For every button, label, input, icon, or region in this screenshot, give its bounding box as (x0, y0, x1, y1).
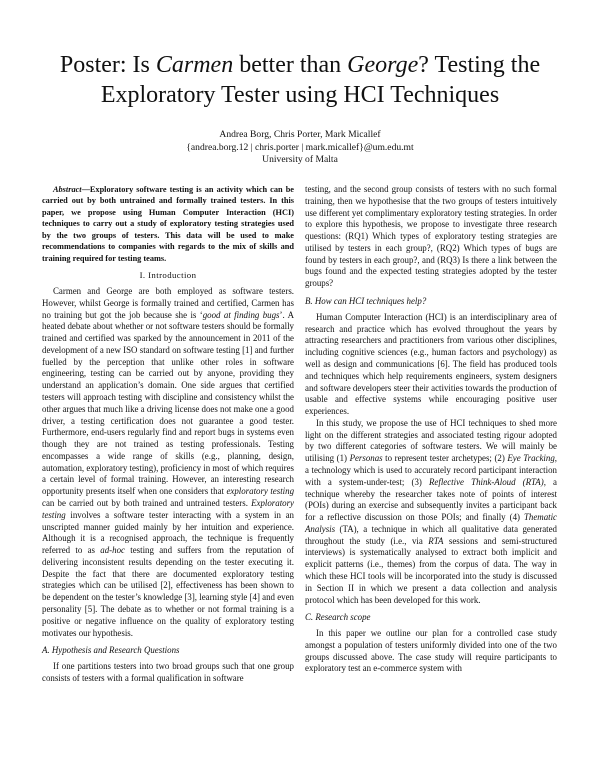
scope-paragraph: In this paper we outline our plan for a controlled case study amongst a population of testers uniformly divided into one of the two groups discussed above. The case study will require participants to exploratory test an e-commerce system with (305, 628, 557, 674)
intro-em-3: Exploratory testing (42, 498, 294, 520)
author-names: Andrea Borg, Chris Porter, Mark Micallef (219, 129, 381, 140)
hypothesis-continuation: testing, and the second group consists of testers with no such formal training, then we hypothesise that the two groups of testers intuitively use different yet complimentary exploratory testing strategies. In order to explore this hypothesis, we propose to investigate three research questions: (RQ1) Which types of exploratory testing strategies are utilised by testers in each group?, (RQ2) Which types of bugs are found by testers in each group?, and (RQ3) Is there a link between the bugs found and the expected testing strategies adopted by the tester groups? (305, 184, 557, 289)
intro-text-2: ’. A heated debate about whether or not software testers should be formally trained and certified was sparked by the announcement in 2011 of the development of a new ISO standard on software testing [1] and further fuelled by the perception that unlike other roles in software engineering, testing can be carried out by anyone, providing they understand an application’s domain. One side argues that certified testers will approach testing with discipline and consistency whilst the other argues that much like a driving license does not make one a good driver, a testing certification does not guarantee a good tester. Furthermore, end-users regularly find and report bugs in systems even though they are not trained as testing professionals. Testing encompasses a wide range of skills (e.g., planning, design, automation, exploratory testing), proficiency in most of which requires a certain level of formal training. However, an interesting research opportunity presents itself when one considers that (42, 309, 294, 497)
intro-text-4: involves a software tester interacting with a system in an unscripted manner guided mainly by her intuition and experience. Although it is a recognised approach, the technique is frequently referred to as (42, 509, 294, 556)
subsection-heading-scope: C. Research scope (305, 612, 371, 623)
abstract (42, 184, 294, 264)
hci-em-personas: Personas (349, 453, 383, 464)
hci-paragraph-1: Human Computer Interaction (HCI) is an interdisciplinary area of research and practice which has evolved throughout the years by attracting researchers and practitioners from various other disciplines, including cognitive sciences (e.g., human factors and psychology) as well as design and communications [6]. The field has produced tools and techniques which help requirements engineers, system designers and software developers steer their activities towards the production of usable and effective systems while encouraging positive user experiences. (305, 311, 557, 417)
intro-text-5: testing and suffers from the reputation of delivering inconsistent results depending on the tester executing it. Despite the fact that there are documented exploratory testing strategies which can be utilised [2], effectiveness has been shown to be dependent on the tester’s knowledge [3], learning style [4] and even personality [5]. The debate as to whether or not formal training is a positive or negative influence on the quality of exploratory testing motivates our hypothesis. (42, 545, 295, 638)
hci-text-4: , a technique whereby the researcher takes note of points of interest (POIs) during an exercise and subsequently invites a participant back for a reflective discussion on those POIs; and finally (4) (305, 476, 557, 523)
intro-text-1: Carmen and George are both employed as software testers. However, whilst George is formally trained and certified, Carmen has no training but got the job because she is ‘ (42, 285, 294, 320)
hci-em-rta: Reflective Think-Aloud (RTA) (429, 476, 544, 487)
paper-title (30, 50, 570, 110)
author-emails: {andrea.borg.12 | chris.porter | mark.micallef}@um.edu.mt (186, 141, 414, 153)
subsection-heading-hypothesis: A. Hypothesis and Research Questions (42, 645, 180, 656)
hci-em-rta-short: RTA (428, 535, 444, 546)
hci-text-3: , a technology which is used to accurately record participant interaction with a system-under-test; (3) (305, 453, 557, 487)
left-column (42, 184, 294, 685)
hci-paragraph-2 (305, 418, 557, 607)
intro-paragraph (42, 286, 294, 639)
title-george: George (347, 52, 419, 78)
section-heading-introduction: I. Introduction (139, 270, 197, 281)
hci-text-5: (TA), a technique in which all qualitative data generated throughout the study (i.e., via (305, 523, 557, 546)
subsection-heading-hci: B. How can HCI techniques help? (305, 296, 427, 307)
hci-text-1: In this study, we propose the use of HCI techniques to shed more light on the different strategies and associated testing rigour adopted by two different categories of software testers. We will mainly be utilising (1) (305, 417, 557, 464)
hci-em-eye-tracking: Eye Tracking (507, 453, 555, 464)
hci-text-2: to represent tester archetypes; (2) (382, 453, 508, 464)
right-column (305, 184, 557, 675)
title-line-2: Exploratory Tester using HCI Techniques (100, 82, 500, 108)
intro-em-4: ad-hoc (100, 545, 125, 556)
hypothesis-paragraph: If one partitions testers into two broad groups such that one group consists of testers with a formal qualification in software (42, 661, 294, 683)
hci-em-thematic: Thematic Analysis (305, 512, 557, 534)
intro-em-2: exploratory testing (226, 486, 295, 497)
title-text-2: better than (233, 52, 348, 78)
title-carmen: Carmen (155, 52, 234, 78)
title-text-1: Poster: Is (59, 52, 156, 78)
abstract-label: Abstract (53, 185, 82, 194)
author-block (30, 129, 570, 167)
intro-text-3: can be carried out by both trained and untrained testers. (42, 498, 252, 509)
abstract-text: —Exploratory software testing is an activity which can be carried out by both untrained and formally trained testers. In this paper, we propose using Human Computer Interaction (HCI) techniques to carry out a study of exploratory testing strategies used by the two groups of testers. This data will be used to make recommendations to companies with regards to the mix of skills and training required for testing teams. (42, 185, 294, 263)
author-affiliation: University of Malta (262, 154, 338, 165)
intro-em-1: good at finding bugs (202, 309, 280, 320)
hci-text-6: sessions and semi-structured interviews) is systematically analysed to extract both implicit and explicit patterns (i.e., themes) from the corpus of data. The way in which these HCI tools will be incorporated into the study is discussed in Section II in which we present a data collection and analysis protocol which has been developed for this work. (305, 535, 557, 605)
title-text-3: ? Testing the (418, 52, 541, 78)
